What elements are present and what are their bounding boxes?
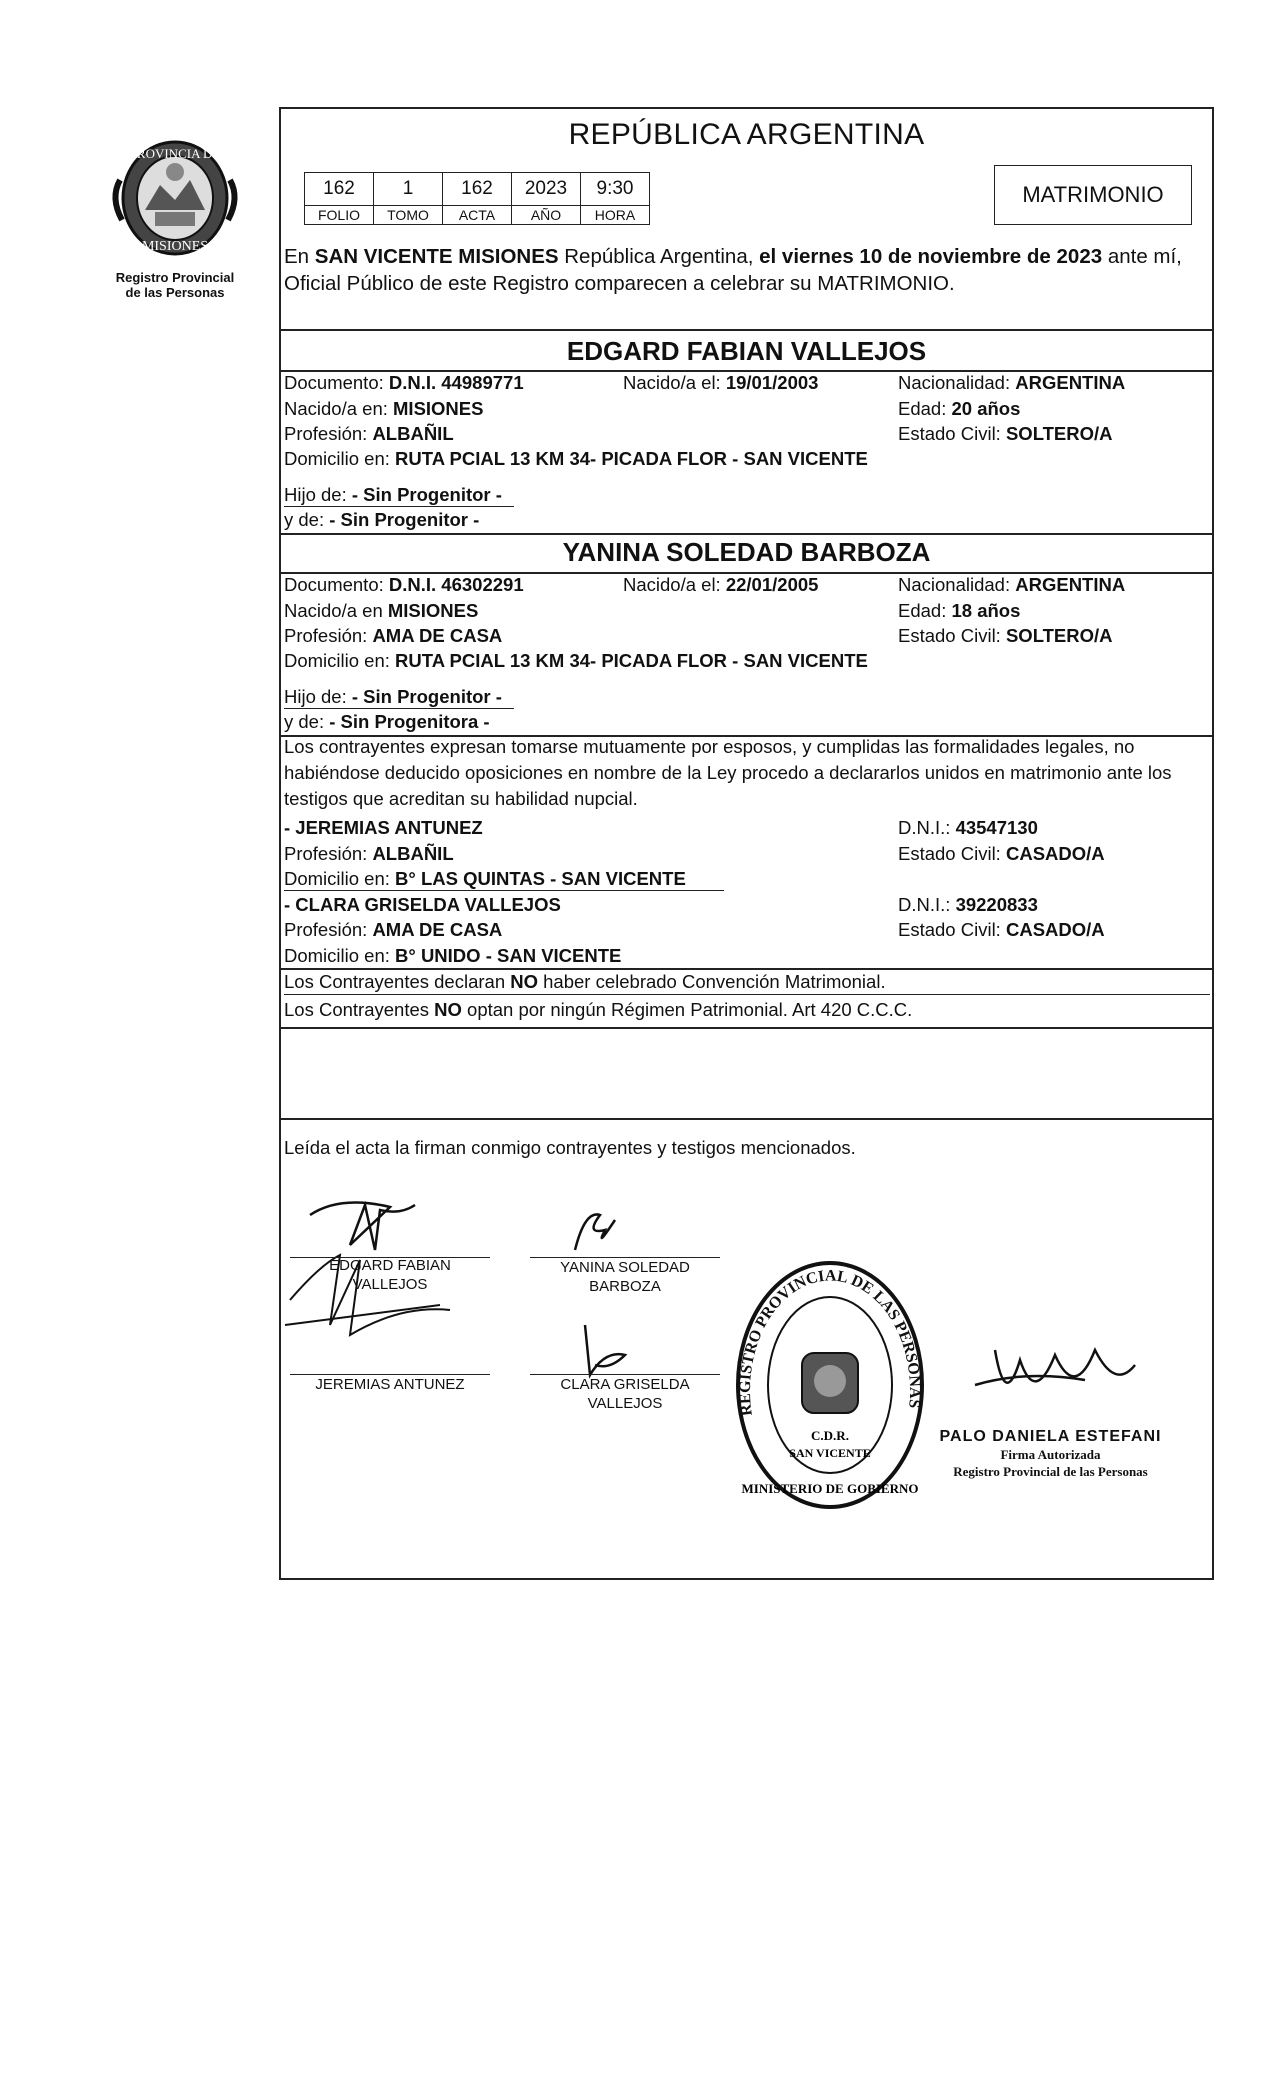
spouse2-birthplace: Nacido/a en MISIONES <box>284 600 479 621</box>
spouse1-age: Edad: 20 años <box>898 398 1021 419</box>
signature-caption-4: CLARA GRISELDA VALLEJOS <box>560 1376 690 1412</box>
divider <box>281 1118 1212 1120</box>
acta-label: ACTA <box>443 206 512 225</box>
official-stamp-icon <box>730 1255 930 1515</box>
witness2-civil-status: Estado Civil: CASADO/A <box>898 919 1105 940</box>
anio-value: 2023 <box>512 173 581 206</box>
witness1-name: - JEREMIAS ANTUNEZ <box>284 817 483 838</box>
intro-paragraph <box>284 243 1210 297</box>
divider <box>281 329 1212 331</box>
act-type-box: MATRIMONIO <box>994 165 1192 225</box>
spouse2-address: Domicilio en: RUTA PCIAL 13 KM 34- PICADA FLOR - SAN VICENTE <box>284 650 868 671</box>
spouse2-age: Edad: 18 años <box>898 600 1021 621</box>
underline <box>284 506 514 507</box>
folio-label: FOLIO <box>305 206 374 225</box>
registry-table <box>304 172 650 225</box>
officer-role: Firma Autorizada <box>1000 1447 1101 1462</box>
spouse2-parent1: Hijo de: - Sin Progenitor - <box>284 686 502 707</box>
registry-logo <box>100 140 250 300</box>
signature-caption-3: JEREMIAS ANTUNEZ <box>315 1376 465 1393</box>
witness1-civil-status: Estado Civil: CASADO/A <box>898 843 1105 864</box>
officer-registry: Registro Provincial de las Personas <box>953 1464 1148 1479</box>
stamp-ring-text: REGISTRO PROVINCIAL DE LAS PERSONAS <box>736 1267 924 1417</box>
authorizing-officer <box>928 1428 1173 1480</box>
spouse1-birthdate: Nacido/a el: 19/01/2003 <box>623 372 819 393</box>
anio-label: AÑO <box>512 206 581 225</box>
folio-value: 162 <box>305 173 374 206</box>
spouse2-civil-status: Estado Civil: SOLTERO/A <box>898 625 1113 646</box>
witness1-address: Domicilio en: B° LAS QUINTAS - SAN VICENTE <box>284 868 686 889</box>
tomo-label: TOMO <box>374 206 443 225</box>
witness2-name: - CLARA GRISELDA VALLEJOS <box>284 894 561 915</box>
witness2-dni: D.N.I.: 39220833 <box>898 894 1038 915</box>
intro-text-2: República Argentina, <box>558 245 760 268</box>
signature-scribble-4 <box>565 1320 645 1380</box>
intro-text-3: el <box>759 245 782 268</box>
spouse1-parent2: y de: - Sin Progenitor - <box>284 509 480 530</box>
tomo-value: 1 <box>374 173 443 206</box>
coat-of-arms-icon <box>100 140 250 265</box>
hora-value: 9:30 <box>581 173 650 206</box>
intro-text-1: En <box>284 245 315 268</box>
officer-name: PALO DANIELA ESTEFANI <box>939 1428 1162 1445</box>
spouse1-civil-status: Estado Civil: SOLTERO/A <box>898 423 1113 444</box>
spouse1-nationality: Nacionalidad: ARGENTINA <box>898 372 1126 393</box>
acta-value: 162 <box>443 173 512 206</box>
divider <box>281 1027 1212 1029</box>
logo-caption-line1: Registro Provincial <box>115 270 235 285</box>
hora-label: HORA <box>581 206 650 225</box>
signature-scribble-2 <box>555 1200 635 1260</box>
witness1-profession: Profesión: ALBAÑIL <box>284 843 454 864</box>
spouse2-doc: Documento: D.N.I. 46302291 <box>284 574 524 595</box>
spouse2-name: YANINA SOLEDAD BARBOZA <box>562 537 931 567</box>
spouse1-profession: Profesión: ALBAÑIL <box>284 423 454 444</box>
underline <box>284 708 514 709</box>
logo-caption-line2: de las Personas <box>125 285 225 300</box>
logo-ring-bottom: MISIONES <box>141 239 209 254</box>
divider <box>281 533 1212 535</box>
spouse1-birthplace: Nacido/a en: MISIONES <box>284 398 484 419</box>
signature-caption-2: YANINA SOLEDAD BARBOZA <box>560 1259 690 1295</box>
declaration-paragraph: Los contrayentes expresan tomarse mutuamente por esposos, y cumplidas las formalidades legales, no habiéndose deducido oposiciones en nombre de la Ley procedo a declararlos unidos en matrimonio ante los testigos que acreditan su habilidad nupcial. <box>284 736 1172 809</box>
stamp-center-2: SAN VICENTE <box>789 1446 871 1460</box>
spouse2-parent2: y de: - Sin Progenitora - <box>284 711 490 732</box>
intro-place: SAN VICENTE MISIONES <box>314 245 559 268</box>
regime-statement: Los Contrayentes NO optan por ningún Régimen Patrimonial. Art 420 C.C.C. <box>284 999 913 1020</box>
spouse1-name: EDGARD FABIAN VALLEJOS <box>566 336 927 366</box>
intro-text-4: ante mí, Oficial Público de este Registro comparecen a celebrar su MATRIMONIO. <box>284 245 1182 295</box>
logo-ring-top: PROVINCIA DE <box>129 146 221 161</box>
spouse2-nationality: Nacionalidad: ARGENTINA <box>898 574 1126 595</box>
witness2-profession: Profesión: AMA DE CASA <box>284 919 503 940</box>
convention-statement: Los Contrayentes declaran NO haber celebrado Convención Matrimonial. <box>284 971 886 992</box>
intro-date: viernes 10 de noviembre de 2023 <box>781 245 1103 268</box>
signature-caption-1: EDGARD FABIAN VALLEJOS <box>329 1257 451 1293</box>
spouse1-doc: Documento: D.N.I. 44989771 <box>284 372 524 393</box>
signature-scribble-official <box>965 1330 1155 1430</box>
underline <box>284 890 724 891</box>
spouse2-birthdate: Nacido/a el: 22/01/2005 <box>623 574 819 595</box>
spouse1-parent1: Hijo de: - Sin Progenitor - <box>284 484 502 505</box>
country-title: REPÚBLICA ARGENTINA <box>568 118 925 151</box>
reading-statement: Leída el acta la firman conmigo contrayentes y testigos mencionados. <box>284 1137 856 1158</box>
underline <box>284 994 1210 995</box>
stamp-bottom: MINISTERIO DE GOBIERNO <box>741 1481 919 1496</box>
spouse2-profession: Profesión: AMA DE CASA <box>284 625 503 646</box>
logo-caption <box>100 270 250 300</box>
stamp-center-1: C.D.R. <box>811 1428 849 1443</box>
witness1-dni: D.N.I.: 43547130 <box>898 817 1038 838</box>
spouse1-address: Domicilio en: RUTA PCIAL 13 KM 34- PICADA FLOR - SAN VICENTE <box>284 448 868 469</box>
witness2-address: Domicilio en: B° UNIDO - SAN VICENTE <box>284 945 622 966</box>
